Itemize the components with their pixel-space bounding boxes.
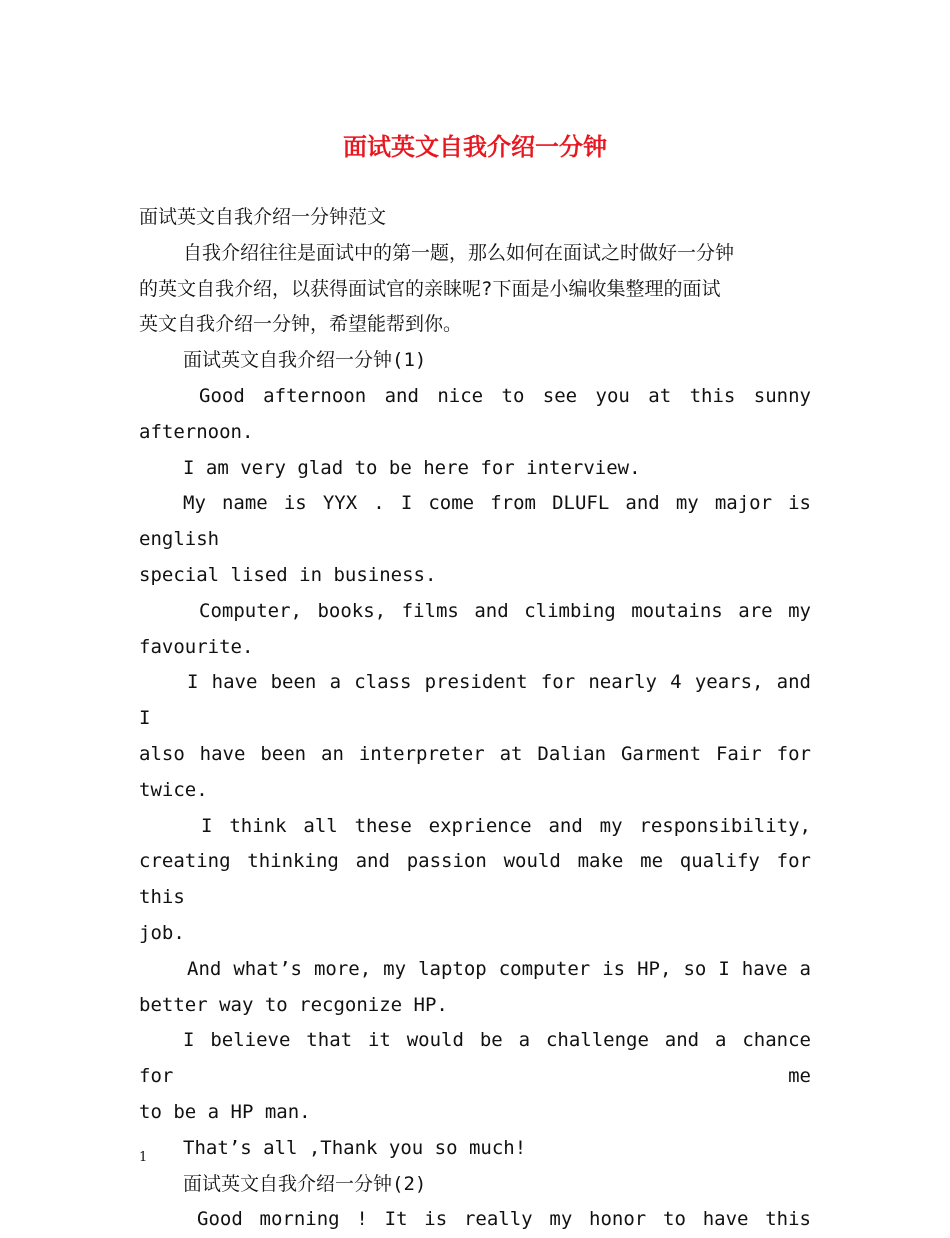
subtitle-line: 面试英文自我介绍一分钟范文 bbox=[139, 206, 387, 228]
text-line: Computer, books, films and climbing moutains are my bbox=[199, 599, 811, 622]
text-line: to be a HP man. bbox=[139, 1100, 311, 1123]
text-line: Good morning ! It is really my honor to have this bbox=[197, 1208, 811, 1231]
section-heading: 面试英文自我介绍一分钟(1) bbox=[183, 349, 427, 372]
document-body bbox=[139, 200, 811, 1238]
text-line: twice. bbox=[139, 778, 208, 801]
page-number: 1 bbox=[139, 1150, 148, 1165]
intro-line: 的英文自我介绍，以获得面试官的亲睐呢?下面是小编收集整理的面试 bbox=[139, 277, 721, 300]
text-line: That’s all ,Thank you so much! bbox=[183, 1136, 527, 1159]
intro-line: 英文自我介绍一分钟，希望能帮到你。 bbox=[139, 313, 463, 336]
text-line: And what’s more, my laptop computer is HP, so I have a bbox=[187, 957, 811, 980]
text-line: I am very glad to be here for interview. bbox=[183, 456, 641, 479]
text-line: favourite. bbox=[139, 635, 254, 658]
text-line: also have been an interpreter at Dalian Garment Fair for bbox=[139, 742, 811, 765]
text-line: creating thinking and passion would make me qualify for this bbox=[139, 850, 811, 909]
intro-line: 自我介绍往往是面试中的第一题，那么如何在面试之时做好一分钟 bbox=[183, 241, 735, 264]
document-title: 面试英文自我介绍一分钟 bbox=[343, 132, 607, 161]
text-line: job. bbox=[139, 921, 185, 944]
text-line: special lised in business. bbox=[139, 563, 437, 586]
text-line: Good afternoon and nice to see you at this sunny bbox=[199, 384, 811, 407]
text-line: I have been a class president for nearly 4 years, and I bbox=[139, 671, 811, 730]
text-line: better way to recgonize HP. bbox=[139, 993, 448, 1016]
text-line: I believe that it would be a challenge and a chance for me bbox=[139, 1029, 811, 1088]
section-heading: 面试英文自我介绍一分钟(2) bbox=[183, 1172, 427, 1195]
text-line: afternoon. bbox=[139, 420, 254, 443]
text-line: I think all these exprience and my responsibility, bbox=[201, 814, 811, 837]
text-line: My name is YYX . I come from DLUFL and my major is english bbox=[139, 492, 811, 551]
